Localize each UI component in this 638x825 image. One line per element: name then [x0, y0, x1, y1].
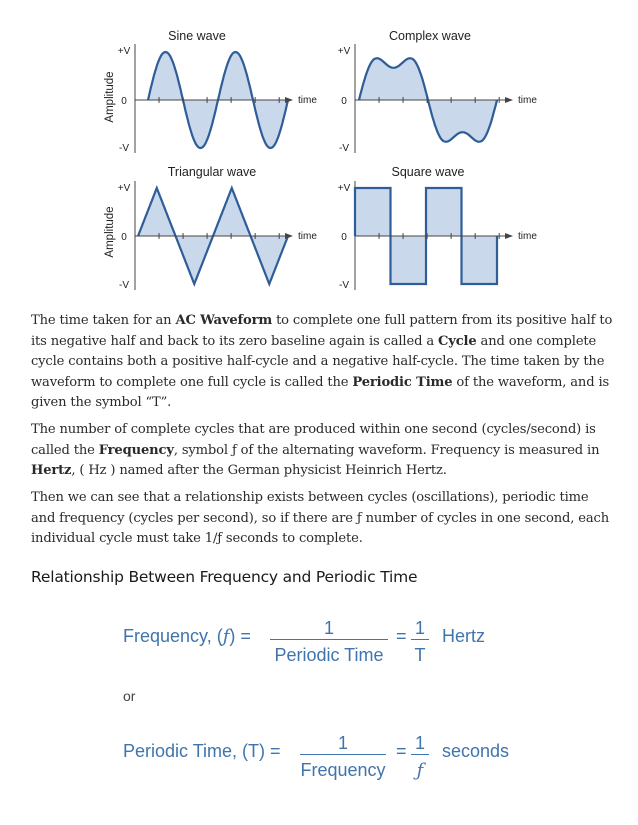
fraction-numerator: 1: [323, 618, 334, 638]
amplitude-axis-label: Amplitude: [104, 206, 116, 258]
time-label: time: [518, 95, 537, 106]
fraction-numerator: 1: [414, 618, 425, 638]
equals-sign: =: [396, 741, 407, 761]
or-text: or: [123, 688, 136, 704]
fraction-bar: [270, 639, 388, 640]
zero-label: 0: [121, 232, 127, 243]
fraction-bar: [300, 754, 386, 755]
fraction-bar: [411, 754, 429, 755]
fraction-bar: [411, 639, 429, 640]
zero-label: 0: [341, 232, 347, 243]
paragraph-cycle: The time taken for an AC Waveform to complete one full pattern from its positive half to its negative half and back to its zero baseline again is called a Cycle and one complete cycle contains both a positive half-cycle and a negative half-cycle. The time taken by the waveform to complete one full cycle is called the Periodic Time of the waveform, and is given the symbol “T”.: [31, 313, 613, 410]
time-label: time: [298, 231, 317, 242]
unit-label: seconds: [442, 741, 510, 761]
wave-title: Sine wave: [168, 29, 226, 43]
fraction-denominator: Frequency: [300, 760, 386, 780]
wave-title: Square wave: [391, 165, 465, 179]
plus-v-label: +V: [117, 46, 131, 57]
zero-label: 0: [341, 96, 347, 107]
plus-v-label: +V: [337, 183, 351, 194]
minus-v-label: -V: [339, 280, 349, 291]
paragraph-frequency: The number of complete cycles that are produced within one second (cycles/second) is called the Frequency, symbol ƒ of the alternating waveform. Frequency is measured in Hertz, ( Hz ) named after the German physicist Heinrich Hertz.: [31, 422, 600, 478]
fraction-denominator: Periodic Time: [274, 645, 384, 665]
wave-title: Complex wave: [389, 29, 471, 43]
minus-v-label: -V: [339, 143, 349, 154]
amplitude-axis-label: Amplitude: [104, 71, 116, 123]
time-label: time: [518, 231, 537, 242]
plus-v-label: +V: [337, 46, 351, 57]
plus-v-label: +V: [117, 183, 131, 194]
fraction-numerator: 1: [414, 733, 425, 753]
equals-sign: =: [396, 626, 407, 646]
minus-v-label: -V: [119, 143, 129, 154]
fraction-denominator: ƒ: [416, 760, 424, 781]
formula-frequency-label: Frequency, (ƒ) =: [123, 626, 251, 647]
minus-v-label: -V: [119, 280, 129, 291]
wave-title: Triangular wave: [167, 165, 257, 179]
waveform-figure: [0, 0, 638, 300]
section-heading: Relationship Between Frequency and Periodic Time: [31, 568, 418, 586]
formula-periodic-time-label: Periodic Time, (T) =: [123, 741, 281, 761]
time-label: time: [298, 95, 317, 106]
fraction-numerator: 1: [337, 733, 348, 753]
unit-label: Hertz: [442, 626, 486, 646]
fraction-denominator: T: [414, 645, 426, 665]
zero-label: 0: [121, 96, 127, 107]
paragraph-relationship: Then we can see that a relationship exists between cycles (oscillations), periodic time and frequency (cycles per second), so if there are ƒ number of cycles in one second, each individual cycle must take 1/ƒ seconds to complete.: [31, 490, 609, 546]
